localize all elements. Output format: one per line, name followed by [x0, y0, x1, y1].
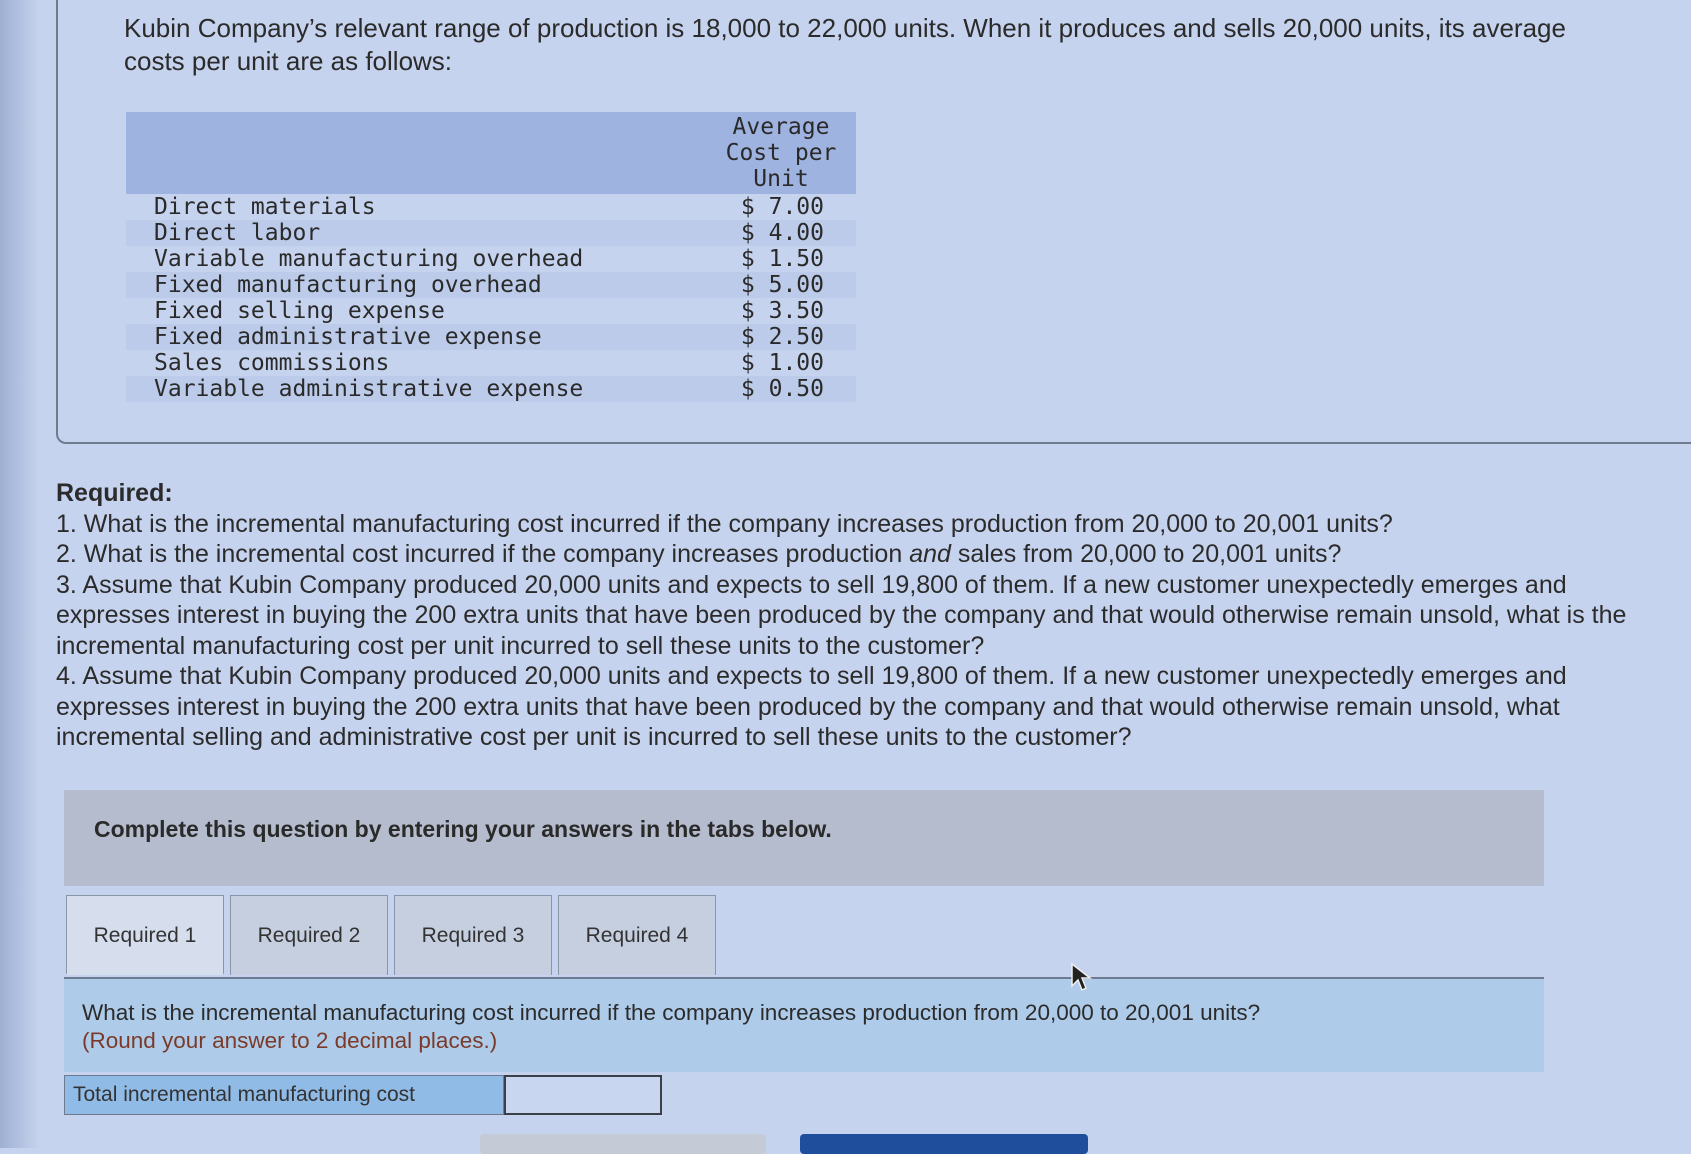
- cost-value: $ 7.00: [740, 194, 824, 220]
- answer-label: Total incremental manufacturing cost: [64, 1075, 504, 1115]
- cost-label: Fixed selling expense: [154, 298, 445, 324]
- cost-label: Fixed manufacturing overhead: [126, 272, 706, 298]
- instruction-bar: [64, 790, 1544, 886]
- cost-header-line-3: Unit: [753, 166, 809, 192]
- tab-required-4[interactable]: Required 4: [558, 895, 716, 975]
- cost-table-header-row: [126, 112, 856, 194]
- cost-label: Direct materials: [154, 194, 376, 220]
- cost-table-header-blank: [126, 112, 706, 194]
- cost-row: [126, 350, 856, 376]
- next-button[interactable]: [800, 1134, 1088, 1154]
- cost-value: $ 5.00: [706, 272, 856, 298]
- cost-table-header: [706, 112, 856, 194]
- tab-required-2[interactable]: Required 2: [230, 895, 388, 975]
- cost-row: [126, 272, 856, 298]
- cost-label: Sales commissions: [154, 350, 390, 376]
- required-question-4: 4. Assume that Kubin Company produced 20,000 units and expects to sell 19,800 of them. If a new customer unexpectedly emerges and expresses interest in buying the 200 extra units that have been produced by the company and that would otherwise remain unsold, what incremental selling and administrative cost per unit is incurred to sell these units to the customer?: [56, 662, 1567, 751]
- required-question-2: [56, 539, 1676, 570]
- cost-row: [126, 298, 856, 324]
- cost-row: [126, 376, 856, 402]
- required-question-1: 1. What is the incremental manufacturing cost incurred if the company increases production from 20,000 to 20,001 units?: [56, 509, 1393, 538]
- q2-text-end: sales from 20,000 to 20,001 units?: [950, 540, 1342, 568]
- cost-label: Fixed administrative expense: [126, 324, 706, 350]
- cost-header-line-1: Average: [732, 114, 830, 140]
- cost-value: $ 4.00: [706, 220, 856, 246]
- q2-text-start: 2. What is the incremental cost incurred if the company increases production: [56, 540, 910, 568]
- cost-value: $ 0.50: [706, 376, 856, 402]
- cost-row: [126, 194, 856, 220]
- required-section: [56, 478, 1676, 753]
- required-heading: Required:: [56, 479, 173, 507]
- rounding-note: (Round your answer to 2 decimal places.): [82, 1028, 498, 1053]
- cost-row: [126, 220, 856, 246]
- cost-value: $ 1.50: [740, 246, 824, 272]
- cost-label: Direct labor: [126, 220, 706, 246]
- required-question-3: 3. Assume that Kubin Company produced 20,000 units and expects to sell 19,800 of them. If a new customer unexpectedly emerges and expresses interest in buying the 200 extra units that have been produced by the company and that would otherwise remain unsold, what is the incremental manufacturing cost per unit incurred to sell these units to the customer?: [56, 570, 1627, 660]
- prev-button[interactable]: [480, 1134, 766, 1154]
- active-question-text: What is the incremental manufacturing cost incurred if the company increases production from 20,000 to 20,001 units?: [82, 1000, 1261, 1025]
- instruction-text: Complete this question by entering your answers in the tabs below.: [94, 816, 832, 842]
- cost-row: [126, 324, 856, 350]
- cost-value: $ 1.00: [740, 350, 824, 376]
- tab-required-1[interactable]: Required 1: [66, 895, 224, 975]
- answer-input[interactable]: [504, 1075, 662, 1115]
- mouse-pointer-icon: [1070, 962, 1096, 992]
- problem-intro: Kubin Company’s relevant range of production is 18,000 to 22,000 units. When it produces and sells 20,000 units, its average costs per unit are as follows:: [124, 13, 1566, 76]
- active-question: [82, 999, 1260, 1055]
- cost-row: [126, 246, 856, 272]
- tab-required-3[interactable]: Required 3: [394, 895, 552, 975]
- cost-label: Variable manufacturing overhead: [154, 246, 584, 272]
- cost-table: [126, 112, 856, 402]
- q2-emphasis: and: [909, 540, 951, 568]
- page-edge-shadow: [0, 0, 40, 1148]
- active-question-box: [64, 979, 1544, 1072]
- cost-label: Variable administrative expense: [126, 376, 706, 402]
- cost-value: $ 3.50: [740, 298, 824, 324]
- cost-value: $ 2.50: [706, 324, 856, 350]
- cost-header-line-2: Cost per: [725, 140, 837, 166]
